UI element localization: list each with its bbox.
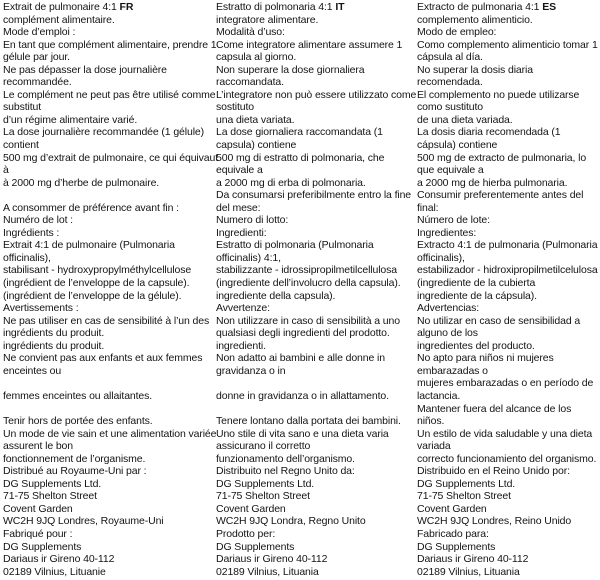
label-text-line: Dariaus ir Gireno 40-112 <box>216 553 328 566</box>
label-text-line: Covent Garden <box>216 502 286 515</box>
label-text-line: Distribué au Royaume-Uni par : <box>3 465 147 478</box>
label-column-italian <box>216 1 416 578</box>
label-text-line: cápsula al día. <box>417 51 483 64</box>
label-text-line: (ingrédient de l’enveloppe de la gélule). <box>3 289 182 302</box>
label-text-line: final: <box>417 201 439 214</box>
label-text-line: variada <box>417 440 451 453</box>
label-text-line: lactancia. <box>417 389 461 402</box>
language-tag-fr: FR <box>119 1 134 13</box>
label-text-line: à 2000 mg d’herbe de pulmonaire. <box>3 176 160 189</box>
label-text-line: DG Supplements Ltd. <box>3 477 102 490</box>
label-text-line: Non superare la dose giornaliera <box>216 63 365 76</box>
label-text-line: Fabricado para: <box>417 527 489 540</box>
label-text-line: complément alimentaire. <box>3 13 115 26</box>
label-text-line: 71-75 Shelton Street <box>216 490 310 503</box>
label-text-line: del mese: <box>216 201 261 214</box>
label-text-line: ingrédients du produit. <box>3 339 105 352</box>
label-text-line: assurent le bon <box>3 440 73 453</box>
label-text-line: DG Supplements Ltd. <box>417 477 516 490</box>
label-text-line: Numéro de lot : <box>3 214 73 227</box>
label-text-line: sostituto <box>216 101 255 114</box>
label-text-line: estabilizador - hidroxipropilmetilcelulosa <box>417 264 598 277</box>
label-text-line: recomendada. <box>417 76 483 89</box>
label-text-line: Prodotto per: <box>216 527 276 540</box>
label-text-line: La dose giornaliera raccomandata (1 <box>216 126 383 139</box>
label-text-line: No apto para niños ni mujeres <box>417 352 554 365</box>
label-text-line: 500 mg de extracto de pulmonaria, lo <box>417 151 587 164</box>
label-text-line: Non adatto ai bambini e alle donne in <box>216 352 385 365</box>
label-text-line <box>3 403 218 416</box>
label-text-line: a 2000 mg de hierba pulmonaria. <box>417 176 568 189</box>
label-text-line: 02189 Vilnius, Lituania <box>417 565 520 578</box>
label-text-line: una dieta variata. <box>216 113 295 126</box>
label-text-line: Tenere lontano dalla portata dei bambini. <box>216 415 401 428</box>
label-text-line: complemento alimenticio. <box>417 13 533 26</box>
label-text-line <box>216 403 416 416</box>
label-text-line: 500 mg d’extrait de pulmonaire, ce qui équivaut <box>3 151 218 164</box>
label-text-line: 02189 Vilnius, Lituanie <box>3 565 106 578</box>
label-text-line: stabilisant - hydroxypropylméthylcellulose <box>3 264 192 277</box>
label-text-line <box>3 377 218 390</box>
label-text-line: donne in gravidanza o in allattamento. <box>216 389 389 402</box>
label-text-line: cápsula) contiene <box>417 139 498 152</box>
label-text-line: Ingrédients : <box>3 226 60 239</box>
label-text-line: que equivale a <box>417 164 484 177</box>
label-text-line: Dariaus ir Gireno 40-112 <box>417 553 529 566</box>
label-text-line: Ingredienti: <box>216 226 267 239</box>
label-text-line: Mantener fuera del alcance de los <box>417 402 572 415</box>
label-text-line: No superar la dosis diaria <box>417 63 533 76</box>
label-text-line: Consumir preferentemente antes del <box>417 189 584 202</box>
label-text-line: officinalis) 4:1, <box>216 251 281 264</box>
label-text-line: Como complemento alimenticio tomar 1 <box>417 38 598 51</box>
label-text-line: ingredienti. <box>216 339 266 352</box>
label-text-line: Numero di lotto: <box>216 214 289 227</box>
label-text-line: 71-75 Shelton Street <box>417 490 511 503</box>
label-text-line: assicurano il corretto <box>216 440 311 453</box>
label-text-line: La dose journalière recommandée (1 gélule) <box>3 126 204 139</box>
product-title-it <box>216 1 416 14</box>
label-text-line: Un mode de vie sain et une alimentation variée <box>3 427 217 440</box>
product-title-text: Extrait de pulmonaire 4:1 <box>3 1 117 13</box>
language-tag-es: ES <box>542 1 556 13</box>
label-text-line: Non utilizzare in caso di sensibilità a uno <box>216 314 400 327</box>
label-text-line: Extrait 4:1 de pulmonaire (Pulmonaria <box>3 239 175 252</box>
label-text-line: stabilizzante - idrossipropilmetilcellulosa <box>216 264 397 277</box>
label-column-french <box>3 1 218 578</box>
label-text-line: capsula) contiene <box>216 139 297 152</box>
label-text-line: Advertencias: <box>417 302 480 315</box>
label-text-line: Extracto 4:1 de pulmonaria (Pulmonaria <box>417 239 598 252</box>
label-text-line: (ingrediente de la cubierta <box>417 277 536 290</box>
label-text-line: Avvertenze: <box>216 302 270 315</box>
label-text-line: DG Supplements <box>3 540 82 553</box>
label-text-line: ingrediente de la cápsula). <box>417 289 537 302</box>
label-text-line: Modo de empleo: <box>417 26 497 39</box>
label-text-line: Dariaus ir Gireno 40-112 <box>3 553 115 566</box>
label-text-line: officinalis), <box>417 251 465 264</box>
label-text-line: Un estilo de vida saludable y una dieta <box>417 427 593 440</box>
label-text-line: a 2000 mg di erba di polmonaria. <box>216 176 366 189</box>
product-title-es <box>417 1 598 14</box>
label-text-line: (ingrédient de l’enveloppe de la capsule). <box>3 277 190 290</box>
label-text-line: Come integratore alimentare assumere 1 <box>216 38 403 51</box>
label-text-line: equivale a <box>216 164 263 177</box>
label-text-line: Número de lote: <box>417 214 490 227</box>
label-text-line: 02189 Vilnius, Lituania <box>216 565 319 578</box>
label-text-line: gélule par jour. <box>3 51 70 64</box>
language-tag-it: IT <box>335 1 345 13</box>
label-text-line: correcto funcionamiento del organismo. <box>417 452 597 465</box>
label-text-line: Da consumarsi preferibilmente entro la fine <box>216 189 412 202</box>
label-text-line: DG Supplements <box>216 540 295 553</box>
label-text-line: WC2H 9JQ Londres, Reino Unido <box>417 515 572 528</box>
label-text-line: Le complément ne peut pas être utilisé comme <box>3 88 216 101</box>
label-text-line: integratore alimentare. <box>216 13 319 26</box>
label-text-line: No utilizar en caso de sensibilidad a <box>417 314 581 327</box>
label-text-line: Covent Garden <box>417 502 487 515</box>
label-lines-spanish <box>417 14 598 579</box>
label-text-line: Ne pas dépasser la dose journalière <box>3 63 167 76</box>
label-text-line: ingrediente della capsula). <box>216 289 336 302</box>
label-text-line: Modalità d’uso: <box>216 26 285 39</box>
label-text-line: Covent Garden <box>3 502 73 515</box>
label-text-line: WC2H 9JQ Londres, Royaume-Uni <box>3 515 164 528</box>
label-lines-italian <box>216 14 416 579</box>
label-text-line: contient <box>3 139 39 152</box>
label-text-line: à <box>3 164 9 177</box>
label-text-line: femmes enceintes ou allaitantes. <box>3 389 153 402</box>
label-column-spanish <box>417 1 598 578</box>
label-text-line: recommandée. <box>3 76 72 89</box>
label-text-line: Distribuito nel Regno Unito da: <box>216 465 355 478</box>
label-text-line: fonctionnement de l’organisme. <box>3 452 146 465</box>
label-text-line: mujeres embarazadas o en período de <box>417 377 594 390</box>
label-text-line <box>216 377 416 390</box>
label-text-line: 500 mg di estratto di polmonaria, che <box>216 151 385 164</box>
label-text-line <box>3 189 218 202</box>
label-text-line: d’un régime alimentaire varié. <box>3 113 138 126</box>
label-text-line: Uno stile di vita sano e una dieta varia <box>216 427 389 440</box>
label-text-line: Ne pas utiliser en cas de sensibilité à l’un des <box>3 314 210 327</box>
label-text-line: En tant que complément alimentaire, prendre 1 <box>3 38 217 51</box>
label-text-line: raccomandata. <box>216 76 284 89</box>
label-text-line: alguno de los <box>417 327 478 340</box>
label-text-line: funzionamento dell’organismo. <box>216 452 355 465</box>
label-text-line: (ingrediente dell’involucro della capsula). <box>216 277 401 290</box>
label-text-line: L’integratore non può essere utilizzato come <box>216 88 417 101</box>
label-text-line: capsula al giorno. <box>216 51 297 64</box>
label-text-line: ingrédients du produit. <box>3 327 105 340</box>
label-text-line: Estratto di polmonaria (Pulmonaria <box>216 239 374 252</box>
product-title-text: Extracto de pulmonaria 4:1 <box>417 1 540 13</box>
label-text-line: DG Supplements <box>417 540 496 553</box>
label-text-line: El complemento no puede utilizarse <box>417 88 580 101</box>
label-text-line: Ne convient pas aux enfants et aux femmes <box>3 352 203 365</box>
label-text-line: 71-75 Shelton Street <box>3 490 97 503</box>
label-text-line: Tenir hors de portée des enfants. <box>3 415 153 428</box>
label-text-line: embarazadas o <box>417 364 488 377</box>
label-text-line: gravidanza o in <box>216 364 286 377</box>
label-text-line: ingredientes del producto. <box>417 339 535 352</box>
label-text-line: Mode d’emploi : <box>3 26 76 39</box>
product-title-text: Estratto di polmonaria 4:1 <box>216 1 333 13</box>
label-text-line: A consommer de préférence avant fin : <box>3 201 179 214</box>
label-text-line: como sustituto <box>417 101 484 114</box>
label-text-line: Distribuido en el Reino Unido por: <box>417 465 570 478</box>
label-text-line: WC2H 9JQ Londra, Regno Unito <box>216 515 366 528</box>
label-text-line: de una dieta variada. <box>417 113 513 126</box>
label-text-line: Avertissements : <box>3 302 79 315</box>
label-text-line: enceintes ou <box>3 364 62 377</box>
label-text-line: Ingredientes: <box>417 226 477 239</box>
label-text-line: La dosis diaria recomendada (1 <box>417 126 561 139</box>
label-text-line: Fabriqué pour : <box>3 527 73 540</box>
label-text-line: DG Supplements Ltd. <box>216 477 315 490</box>
label-text-line: qualsiasi degli ingredienti del prodotto. <box>216 327 390 340</box>
label-text-line: substitut <box>3 101 42 114</box>
label-text-line: officinalis), <box>3 251 51 264</box>
product-title-fr <box>3 1 218 14</box>
label-text-line: niños. <box>417 415 445 428</box>
label-lines-french <box>3 14 218 579</box>
